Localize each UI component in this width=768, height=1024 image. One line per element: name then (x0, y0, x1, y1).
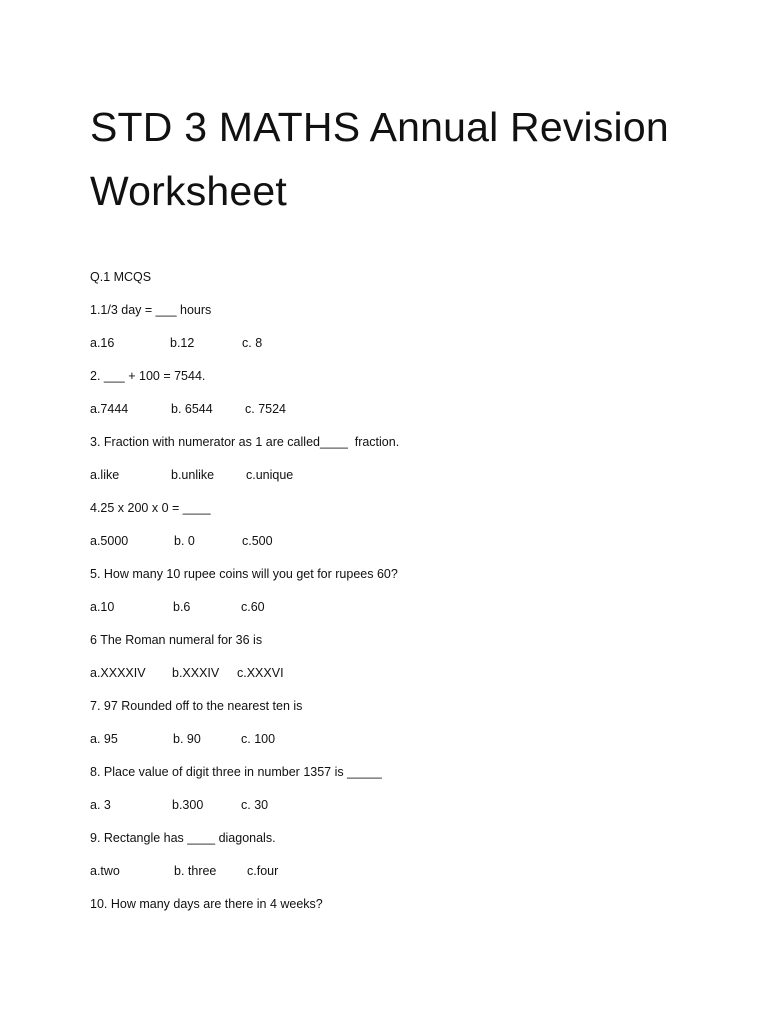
options-4 (90, 531, 710, 564)
option-b: b.unlike (171, 468, 215, 482)
options-5 (90, 597, 710, 630)
question-7: 7. 97 Rounded off to the nearest ten is (90, 699, 303, 713)
option-b: b.6 (173, 600, 191, 614)
option-a: a.10 (90, 600, 115, 614)
question-5: 5. How many 10 rupee coins will you get for rupees 60? (90, 567, 398, 581)
worksheet-title: STD 3 MATHS Annual Revision Worksheet (90, 104, 669, 214)
options-8 (90, 795, 710, 828)
question-2: 2. ___ + 100 = 7544. (90, 369, 206, 383)
option-c: c.XXXVI (237, 666, 284, 680)
option-c: c. 30 (241, 798, 269, 812)
options-7 (90, 729, 710, 762)
options-2 (90, 399, 710, 432)
question-10: 10. How many days are there in 4 weeks? (90, 897, 323, 911)
option-b: b. 90 (173, 732, 201, 746)
options-3 (90, 465, 710, 498)
option-c: c. 7524 (245, 402, 287, 416)
question-8: 8. Place value of digit three in number 1357 is _____ (90, 765, 382, 779)
option-c: c. 100 (241, 732, 276, 746)
option-a: a.5000 (90, 534, 129, 548)
option-a: a.like (90, 468, 120, 482)
question-6: 6 The Roman numeral for 36 is (90, 633, 263, 647)
option-c: c. 8 (242, 336, 263, 350)
option-b: b.300 (172, 798, 204, 812)
option-a: a.two (90, 864, 120, 878)
section-heading: Q.1 MCQS (90, 270, 152, 284)
option-c: c.four (247, 864, 279, 878)
options-9 (90, 861, 710, 894)
worksheet-body (90, 267, 710, 927)
question-3: 3. Fraction with numerator as 1 are called____ fraction. (90, 435, 400, 449)
option-b: b. three (174, 864, 217, 878)
question-1: 1.1/3 day = ___ hours (90, 303, 212, 317)
option-c: c.60 (241, 600, 265, 614)
option-b: b.12 (170, 336, 195, 350)
question-4: 4.25 x 200 x 0 = ____ (90, 501, 211, 515)
option-b: b. 6544 (171, 402, 213, 416)
option-a: a.7444 (90, 402, 129, 416)
option-a: a.XXXXIV (90, 666, 146, 680)
question-9: 9. Rectangle has ____ diagonals. (90, 831, 276, 845)
option-a: a.16 (90, 336, 115, 350)
options-1 (90, 333, 710, 366)
option-a: a. 3 (90, 798, 111, 812)
option-b: b.XXXIV (172, 666, 220, 680)
option-c: c.unique (246, 468, 294, 482)
options-6 (90, 663, 710, 696)
option-c: c.500 (242, 534, 273, 548)
option-b: b. 0 (174, 534, 195, 548)
option-a: a. 95 (90, 732, 118, 746)
